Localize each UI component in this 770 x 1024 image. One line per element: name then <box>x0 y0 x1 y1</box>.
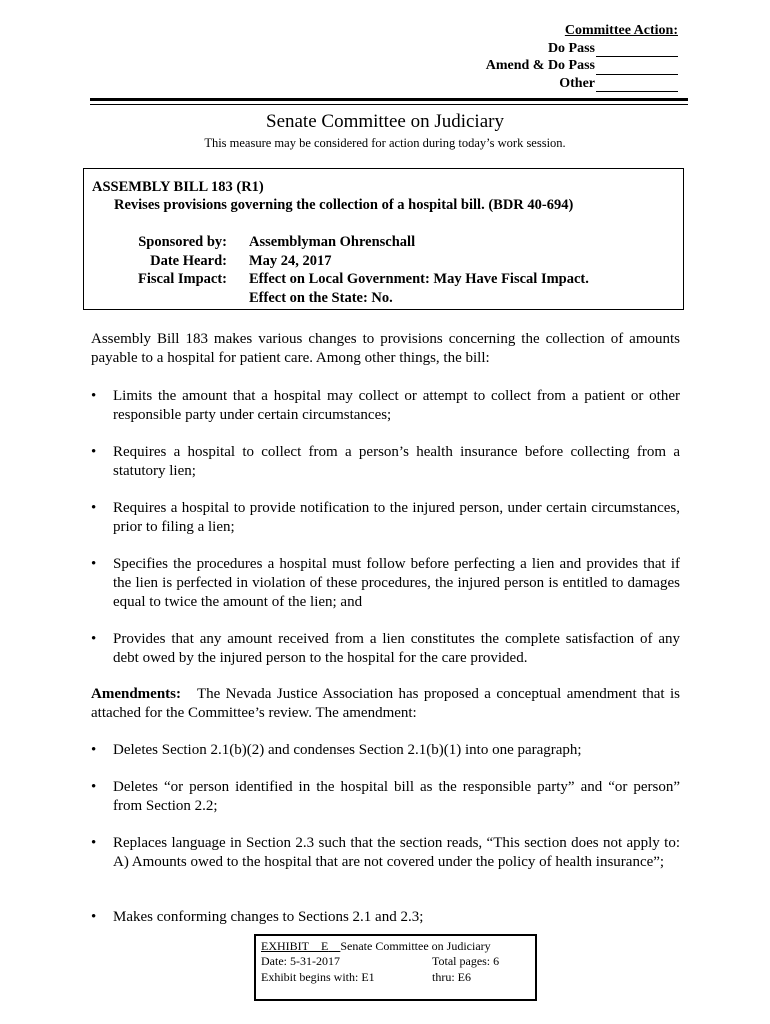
bullet-marker: • <box>91 909 97 925</box>
fiscal-state-value: Effect on the State: No. <box>249 289 393 306</box>
committee-action-title: Committee Action: <box>564 23 678 38</box>
bullet-marker: • <box>91 444 97 460</box>
list-item: Limits the amount that a hospital may collect or attempt to collect from a patient or other responsible party under certain circumstances; <box>113 388 680 423</box>
header-rule-thick <box>90 98 688 101</box>
exhibit-label: EXHIBIT <box>261 939 309 953</box>
list-item: Specifies the procedures a hospital must follow before perfecting a lien and provides that if the lien is perfected in violation of these procedures, the injured person is entitled to damages equal to twice the amount of the lien; and <box>113 556 680 610</box>
bullet-marker: • <box>91 556 97 572</box>
header-rule-thin <box>90 104 688 105</box>
sponsored-label: Sponsored by: <box>138 234 227 250</box>
bullet-marker: • <box>91 631 97 647</box>
date-heard-label: Date Heard: <box>150 252 227 269</box>
work-session-note: This measure may be considered for action during today’s work session. <box>204 136 566 150</box>
date-heard-value: May 24, 2017 <box>249 252 332 269</box>
list-item: Requires a hospital to collect from a person’s health insurance before collecting from a statutory lien; <box>113 444 680 479</box>
intro-paragraph: Assembly Bill 183 makes various changes to provisions concerning the collection of amounts payable to a hospital for patient care. Among other things, the bill: <box>91 331 680 366</box>
fiscal-local-value: Effect on Local Government: May Have Fiscal Impact. <box>249 271 589 287</box>
list-item: Requires a hospital to provide notification to the injured person, under certain circumstances, prior to filing a lien; <box>113 500 680 535</box>
exhibit-total-pages: Total pages: 6 <box>432 954 500 968</box>
list-item: Deletes “or person identified in the hospital bill as the responsible party” and “or person” from Section 2.2; <box>113 779 680 814</box>
fiscal-impact-label: Fiscal Impact: <box>138 271 227 287</box>
bullet-marker: • <box>91 388 97 404</box>
list-item: Makes conforming changes to Sections 2.1 and 2.3; <box>113 909 424 925</box>
list-item: Deletes Section 2.1(b)(2) and condenses Section 2.1(b)(1) into one paragraph; <box>113 742 582 758</box>
bullet-marker: • <box>91 835 97 851</box>
other-line: Other <box>486 75 678 93</box>
bill-number: ASSEMBLY BILL 183 (R1) <box>92 179 264 195</box>
committee-name: Senate Committee on Judiciary <box>266 111 504 132</box>
list-item: Replaces language in Section 2.3 such that the section reads, “This section does not apply to: A) Amounts owed to the hospital that are not covered under the policy of health insurance”; <box>113 835 680 870</box>
amendments-paragraph <box>91 685 680 723</box>
bill-description: Revises provisions governing the collection of a hospital bill. (BDR 40-694) <box>114 197 574 213</box>
exhibit-letter: E <box>321 939 329 953</box>
bill-summary-box <box>83 168 684 310</box>
amendments-text: The Nevada Justice Association has proposed a conceptual amendment that is attached for the Committee’s review. The amendment: <box>91 686 680 721</box>
exhibit-begins: Exhibit begins with: E1 <box>261 970 375 984</box>
exhibit-line-1 <box>261 939 491 954</box>
committee-action-block <box>486 22 678 92</box>
exhibit-stamp <box>254 934 537 1001</box>
exhibit-committee: Senate Committee on Judiciary <box>340 939 491 953</box>
exhibit-thru: thru: E6 <box>432 970 471 984</box>
bullet-marker: • <box>91 742 97 758</box>
bullet-marker: • <box>91 500 97 516</box>
list-item: Provides that any amount received from a lien constitutes the complete satisfaction of any debt owed by the injured person to the hospital for the care provided. <box>113 631 680 666</box>
bullet-marker: • <box>91 779 97 795</box>
sponsor-value: Assemblyman Ohrenschall <box>249 234 416 250</box>
amend-do-pass-line: Amend & Do Pass <box>486 57 678 75</box>
amendments-label: Amendments: <box>91 686 181 702</box>
exhibit-date: Date: 5-31-2017 <box>261 954 340 968</box>
do-pass-line: Do Pass <box>486 40 678 58</box>
